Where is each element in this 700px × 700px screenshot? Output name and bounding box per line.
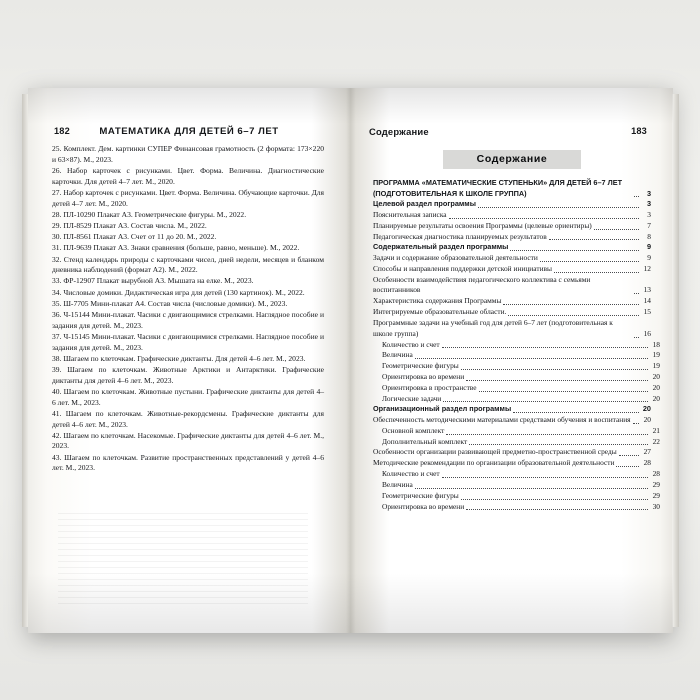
toc-entry-page: 9 bbox=[646, 242, 651, 252]
toc-entry[interactable] bbox=[373, 232, 651, 243]
toc-leader-dots bbox=[443, 394, 648, 402]
toc-entry-page: 20 bbox=[643, 415, 651, 425]
toc-leader-dots bbox=[478, 200, 639, 208]
toc-entry[interactable] bbox=[373, 469, 660, 480]
toc-leader-dots bbox=[479, 384, 648, 392]
toc-entry-label: Количество и счет bbox=[382, 469, 440, 479]
toc-entry[interactable] bbox=[373, 199, 651, 210]
toc-entry[interactable] bbox=[373, 221, 651, 232]
list-item: 43. Шагаем по клеточкам. Развитие пространственных представлений у детей 4–6 лет. М., 2023. bbox=[52, 452, 324, 473]
toc-leader-dots bbox=[449, 211, 639, 219]
toc-entry[interactable] bbox=[373, 394, 660, 405]
list-item: 31. ПЛ-9639 Плакат А3. Знаки сравнения (больше, равно, меньше). М., 2022. bbox=[52, 243, 300, 253]
toc-leader-dots bbox=[594, 222, 639, 230]
list-item: 28. ПЛ-10290 Плакат А3. Геометрические фигуры. М., 2022. bbox=[52, 209, 247, 219]
toc-leader-dots bbox=[508, 308, 639, 316]
toc-entry-label: Планируемые результаты освоения Программы (целевые ориентиры) bbox=[373, 220, 592, 230]
toc-entry-label: Ориентировка в пространстве bbox=[382, 382, 477, 392]
toc-entry[interactable] bbox=[373, 458, 651, 469]
toc-leader-dots bbox=[554, 265, 639, 273]
toc-entry-label: Характеристика содержания Программы bbox=[373, 296, 502, 306]
toc-entry-label: Особенности организации развивающей предметно-пространственной среды bbox=[373, 447, 617, 457]
toc-entry-page: 29 bbox=[652, 490, 660, 500]
toc-entry-page: 12 bbox=[643, 263, 651, 273]
toc-entry[interactable] bbox=[373, 340, 660, 351]
toc-entry-page: 3 bbox=[646, 188, 651, 198]
toc-leader-dots bbox=[503, 297, 639, 305]
toc-entry-label: Дополнительный комплект bbox=[382, 436, 468, 446]
toc-entry[interactable] bbox=[373, 502, 660, 513]
toc-leader-dots bbox=[442, 470, 648, 478]
toc-leader-dots bbox=[634, 330, 639, 338]
toc-entry-page: 29 bbox=[652, 479, 660, 489]
open-book bbox=[28, 88, 673, 633]
toc-leader-dots bbox=[634, 189, 639, 197]
toc-entry-page: 20 bbox=[652, 371, 660, 381]
page-title-text: Содержание bbox=[443, 150, 582, 169]
book-pages-surface bbox=[28, 88, 673, 633]
toc-leader-dots bbox=[415, 351, 648, 359]
toc-leader-dots bbox=[469, 437, 648, 445]
toc-leader-dots bbox=[442, 340, 648, 348]
toc-entry-label: Геометрические фигуры bbox=[382, 490, 459, 500]
toc-entry[interactable] bbox=[373, 426, 660, 437]
toc-leader-dots bbox=[461, 492, 648, 500]
toc-entry-label: Программные задачи на учебный год для детей 6–7 лет (подготовительная к школе группа) bbox=[373, 317, 613, 338]
toc-entry-page: 20 bbox=[652, 393, 660, 403]
toc-entry-page: 30 bbox=[652, 501, 660, 511]
page-title bbox=[351, 150, 673, 169]
toc-entry[interactable] bbox=[373, 437, 660, 448]
toc-leader-dots bbox=[466, 502, 648, 510]
toc-entry[interactable] bbox=[373, 307, 651, 318]
toc-entry-page: 15 bbox=[643, 307, 651, 317]
toc-leader-dots bbox=[540, 254, 639, 262]
toc-entry-label: Содержательный раздел программы bbox=[373, 242, 509, 252]
right-page-number: 183 bbox=[631, 126, 647, 136]
list-item: 40. Шагаем по клеточкам. Животные пустыни. Графические диктанты для детей 4–6 лет. М., 2023. bbox=[52, 386, 324, 407]
toc-entry-label: Логические задачи bbox=[382, 393, 442, 403]
table-of-contents bbox=[373, 178, 660, 512]
toc-entry-label: ПРОГРАММА «МАТЕМАТИЧЕСКИЕ СТУПЕНЬКИ» ДЛЯ ДЕТЕЙ 6–7 ЛЕТ (ПОДГОТОВИТЕЛЬНАЯ К ШКОЛЕ ГРУППА) bbox=[373, 178, 623, 198]
right-running-head: Содержание bbox=[369, 126, 429, 137]
list-item: 32. Стенд календарь природы с карточками чисел, дней недели, месяцев и бланком дневника наблюдений (формат А2). М., 2022. bbox=[52, 254, 324, 275]
toc-entry-page: 3 bbox=[646, 199, 651, 209]
toc-leader-dots bbox=[633, 416, 639, 424]
list-item: 41. Шагаем по клеточкам. Животные-рекордсмены. Графические диктанты для детей 4–6 лет. М., 2023. bbox=[52, 408, 324, 429]
toc-entry-label: Геометрические фигуры bbox=[382, 361, 459, 371]
toc-leader-dots bbox=[415, 481, 648, 489]
list-item: 33. ФР-12907 Плакат вырубной А3. Мышата на елке. М., 2023. bbox=[52, 276, 254, 286]
toc-leader-dots bbox=[466, 373, 648, 381]
toc-leader-dots bbox=[446, 427, 648, 435]
toc-entry[interactable] bbox=[373, 264, 651, 275]
toc-entry-label: Величина bbox=[382, 350, 413, 360]
toc-leader-dots bbox=[513, 405, 639, 413]
toc-entry-label: Целевой раздел программы bbox=[373, 199, 476, 209]
toc-leader-dots bbox=[549, 232, 639, 240]
toc-entry-page: 19 bbox=[652, 361, 660, 371]
toc-entry-page: 28 bbox=[643, 458, 651, 468]
list-item: 39. Шагаем по клеточкам. Животные Арктики и Антарктики. Графические диктанты для детей 4–6 лет. М., 2023. bbox=[52, 365, 324, 385]
toc-entry[interactable] bbox=[373, 480, 660, 491]
toc-leader-dots bbox=[616, 459, 639, 467]
toc-entry-page: 20 bbox=[652, 382, 660, 392]
toc-entry[interactable] bbox=[373, 415, 651, 426]
book-edge-right bbox=[672, 94, 679, 627]
toc-entry[interactable] bbox=[373, 178, 651, 199]
toc-entry-label: Методические рекомендации по организации образовательной деятельности bbox=[373, 458, 615, 468]
left-page-body bbox=[52, 144, 324, 475]
toc-entry-page: 14 bbox=[643, 296, 651, 306]
toc-entry[interactable] bbox=[373, 275, 651, 297]
toc-entry-label: Ориентировка во времени bbox=[382, 371, 465, 381]
toc-entry-page: 22 bbox=[652, 436, 660, 446]
toc-entry-page: 7 bbox=[647, 220, 651, 230]
toc-entry-label: Количество и счет bbox=[382, 339, 440, 349]
toc-entry-page: 3 bbox=[647, 209, 651, 219]
toc-leader-dots bbox=[510, 243, 639, 251]
toc-entry[interactable] bbox=[373, 242, 651, 253]
toc-entry-label: Величина bbox=[382, 479, 413, 489]
toc-entry[interactable] bbox=[373, 361, 660, 372]
toc-entry-page: 16 bbox=[643, 328, 651, 338]
toc-entry-page: 18 bbox=[652, 339, 660, 349]
toc-entry-label: Организационный раздел программы bbox=[373, 404, 512, 414]
toc-entry-label: Основной комплект bbox=[382, 425, 445, 435]
toc-entry[interactable] bbox=[373, 383, 660, 394]
toc-entry-label: Особенности взаимодействия педагогического коллектива с семьями воспитанников bbox=[373, 274, 591, 295]
toc-entry-label: Обеспеченность методическими материалами средствами обучения и воспитания bbox=[373, 415, 631, 425]
toc-entry-label: Ориентировка во времени bbox=[382, 501, 465, 511]
toc-entry[interactable] bbox=[373, 404, 651, 415]
list-item: 42. Шагаем по клеточкам. Насекомые. Графические диктанты для детей 4–6 лет. М., 2023. bbox=[52, 430, 324, 451]
list-item: 34. Числовые домики. Дидактическая игра для детей (130 картинок). М., 2022. bbox=[52, 287, 305, 297]
toc-entry-page: 9 bbox=[647, 253, 651, 262]
list-item: 29. ПЛ-8529 Плакат А3. Состав числа. М., 2022. bbox=[52, 220, 207, 230]
list-item: 26. Набор карточек с рисунками. Цвет. Форма. Величина. Диагностические карточки. Для детей 4–7 лет. М., 2020. bbox=[52, 165, 324, 186]
toc-entry[interactable] bbox=[373, 447, 651, 458]
left-page-number: 182 bbox=[54, 126, 70, 136]
list-item: 37. Ч-15145 Мини-плакат. Часики с двигающимися стрелками. Наглядное пособие и задания для детей. М., 2023. bbox=[52, 331, 324, 352]
toc-entry[interactable] bbox=[373, 253, 651, 264]
toc-entry[interactable] bbox=[373, 491, 660, 502]
toc-entry-label: Пояснительная записка bbox=[373, 209, 447, 219]
left-running-head: МАТЕМАТИКА ДЛЯ ДЕТЕЙ 6–7 ЛЕТ bbox=[99, 126, 279, 137]
toc-entry-page: 13 bbox=[643, 285, 651, 295]
show-through-text bbox=[58, 513, 308, 609]
toc-entry[interactable] bbox=[373, 210, 651, 221]
list-item: 35. Ш-7705 Мини-плакат А4. Состав числа (числовые домики). М., 2023. bbox=[52, 298, 288, 308]
list-item: 36. Ч-15144 Мини-плакат. Часики с двигающимися стрелками. Наглядное пособие и задания для детей. М., 2023. bbox=[52, 310, 324, 330]
list-item: 38. Шагаем по клеточкам. Графические диктанты. Для детей 4–6 лет. М., 2023. bbox=[52, 353, 306, 363]
toc-entry[interactable] bbox=[373, 318, 651, 340]
toc-entry[interactable] bbox=[373, 296, 651, 307]
toc-entry-page: 19 bbox=[652, 350, 660, 360]
toc-entry[interactable] bbox=[373, 372, 660, 383]
toc-entry-label: Способы и направления поддержки детской инициативы bbox=[373, 263, 552, 273]
right-page bbox=[351, 88, 673, 633]
toc-leader-dots bbox=[634, 286, 639, 294]
toc-entry[interactable] bbox=[373, 350, 660, 361]
toc-entry-page: 21 bbox=[652, 425, 660, 435]
toc-entry-page: 28 bbox=[652, 469, 660, 479]
toc-entry-page: 8 bbox=[647, 231, 651, 241]
toc-entry-page: 27 bbox=[643, 447, 651, 457]
toc-leader-dots bbox=[619, 448, 639, 456]
list-item: 27. Набор карточек с рисунками. Цвет. Форма. Величина. Обучающие карточки. Для детей 4–7 лет. М., 2020. bbox=[52, 187, 324, 208]
toc-entry-label: Интегрируемые образовательные области. bbox=[373, 307, 507, 317]
list-item: 30. ПЛ-8561 Плакат А3. Счет от 11 до 20. М., 2022. bbox=[52, 232, 217, 242]
toc-entry-label: Задачи и содержание образовательной деятельности bbox=[373, 253, 538, 262]
left-page bbox=[28, 88, 350, 633]
toc-entry-label: Педагогическая диагностика планируемых результатов bbox=[373, 231, 547, 241]
toc-leader-dots bbox=[461, 362, 648, 370]
toc-entry-page: 20 bbox=[642, 404, 651, 414]
list-item: 25. Комплект. Дем. картинки СУПЕР Финансовая грамотность (2 формата: 173×220 и 63×87). М., 2023. bbox=[52, 144, 324, 164]
